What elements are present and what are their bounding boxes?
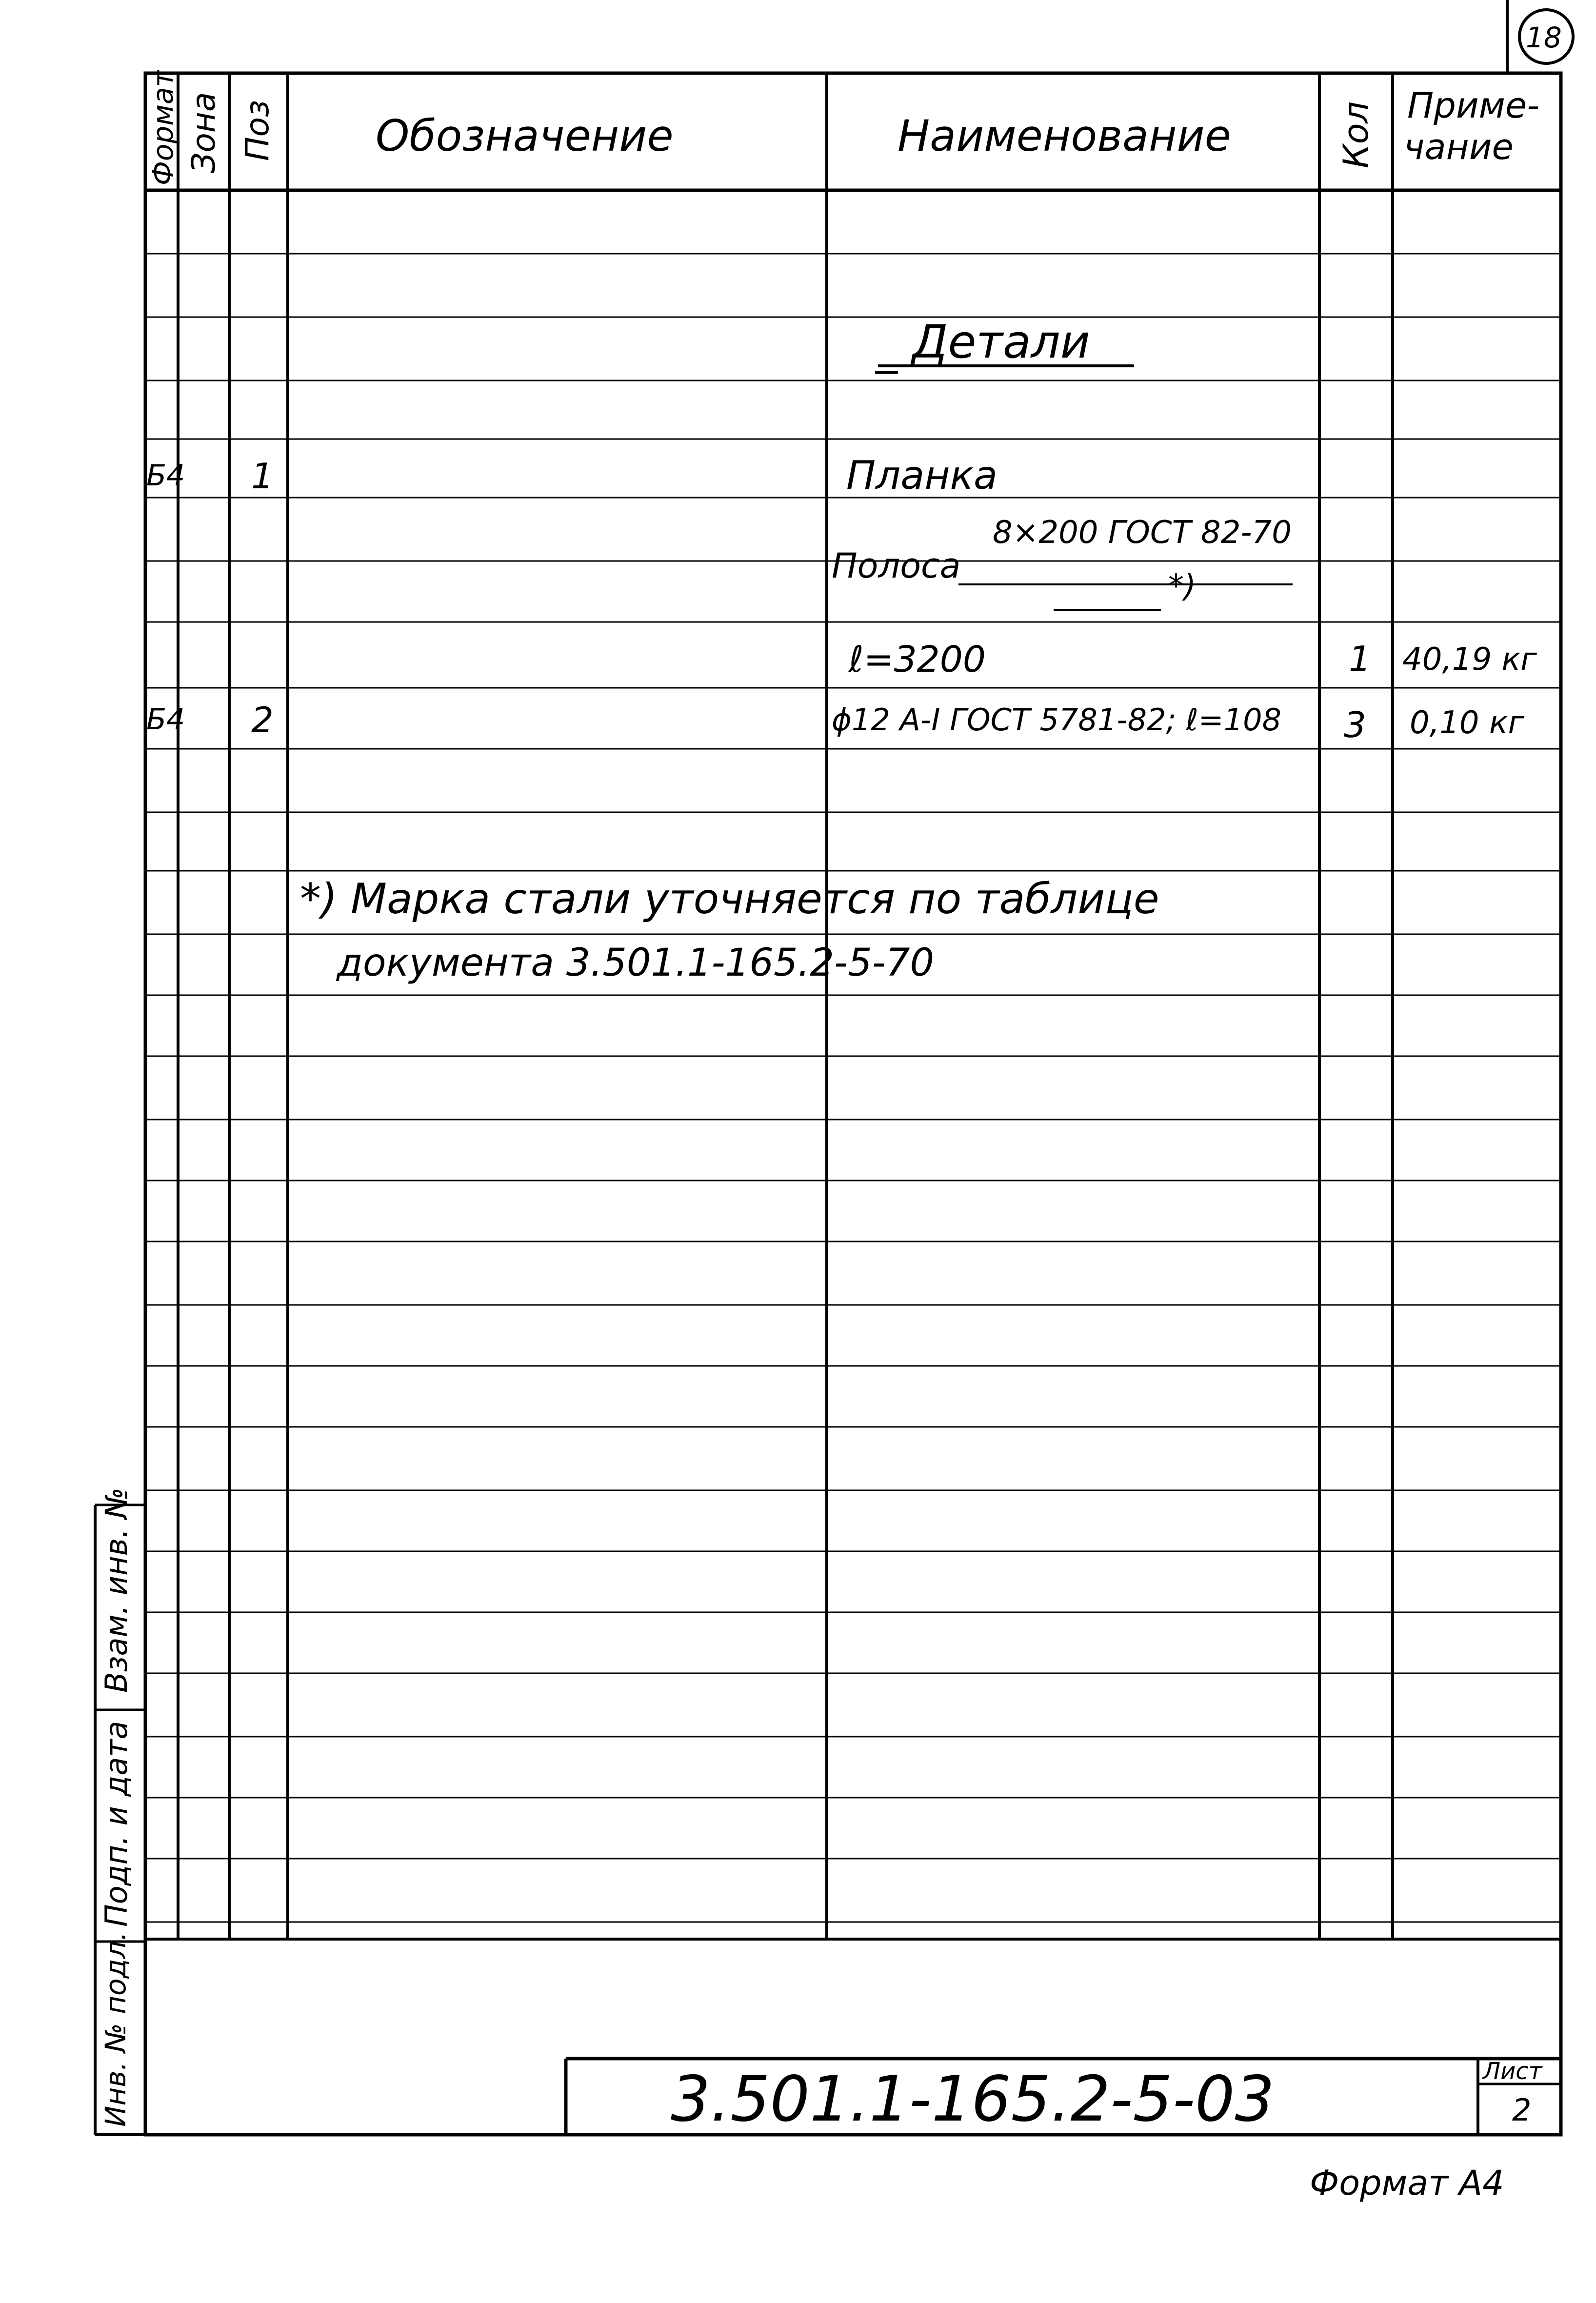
row1-format: Б4 [146, 459, 185, 493]
side-label-sign-date: Подп. и дата [99, 1721, 134, 1927]
row2-fraction-denominator: *) [1168, 568, 1196, 604]
footnote-line2: документа 3.501.1-165.2-5-70 [337, 941, 935, 985]
sheet-label: Лист [1483, 2058, 1542, 2085]
row3-qty: 1 [1349, 639, 1371, 680]
format-label: Формат А4 [1310, 2163, 1504, 2203]
header-note-line2: чание [1404, 126, 1514, 167]
side-label-inv-vzam: Взам. инв. № [99, 1487, 134, 1693]
header-zone: Зона [185, 92, 222, 173]
row4-name: ϕ12 А-I ГОСТ 5781-82; ℓ=108 [832, 702, 1282, 738]
page-number: 18 [1526, 21, 1562, 54]
footnote-line1: *) Марка стали уточняется по таблице [300, 875, 1159, 923]
header-format: Формат [146, 70, 180, 185]
header-note-line1: Приме- [1407, 85, 1540, 126]
row1-pos: 1 [251, 456, 274, 497]
row4-qty: 3 [1344, 704, 1366, 745]
row3-note: 40,19 кг [1402, 641, 1537, 678]
row2-fraction-numerator: 8×200 ГОСТ 82-70 [993, 515, 1292, 551]
header-designation: Обозначение [376, 111, 674, 161]
section-title: Детали [912, 316, 1090, 369]
row4-format: Б4 [146, 702, 185, 737]
header-qty: Кол [1336, 101, 1376, 168]
header-name: Наименование [898, 111, 1231, 161]
document-code: 3.501.1-165.2-5-03 [671, 2063, 1275, 2136]
sheet-number: 2 [1512, 2092, 1532, 2128]
row3-name: ℓ=3200 [849, 639, 986, 681]
row4-note: 0,10 кг [1410, 705, 1525, 741]
header-pos: Поз [239, 100, 276, 161]
row2-name-prefix: Полоса [832, 546, 961, 586]
section-title-dash: _ [876, 323, 898, 374]
side-label-inv-podl: Инв. № подл. [99, 1931, 132, 2127]
row1-name: Планка [846, 453, 998, 498]
row4-pos: 2 [251, 700, 274, 741]
